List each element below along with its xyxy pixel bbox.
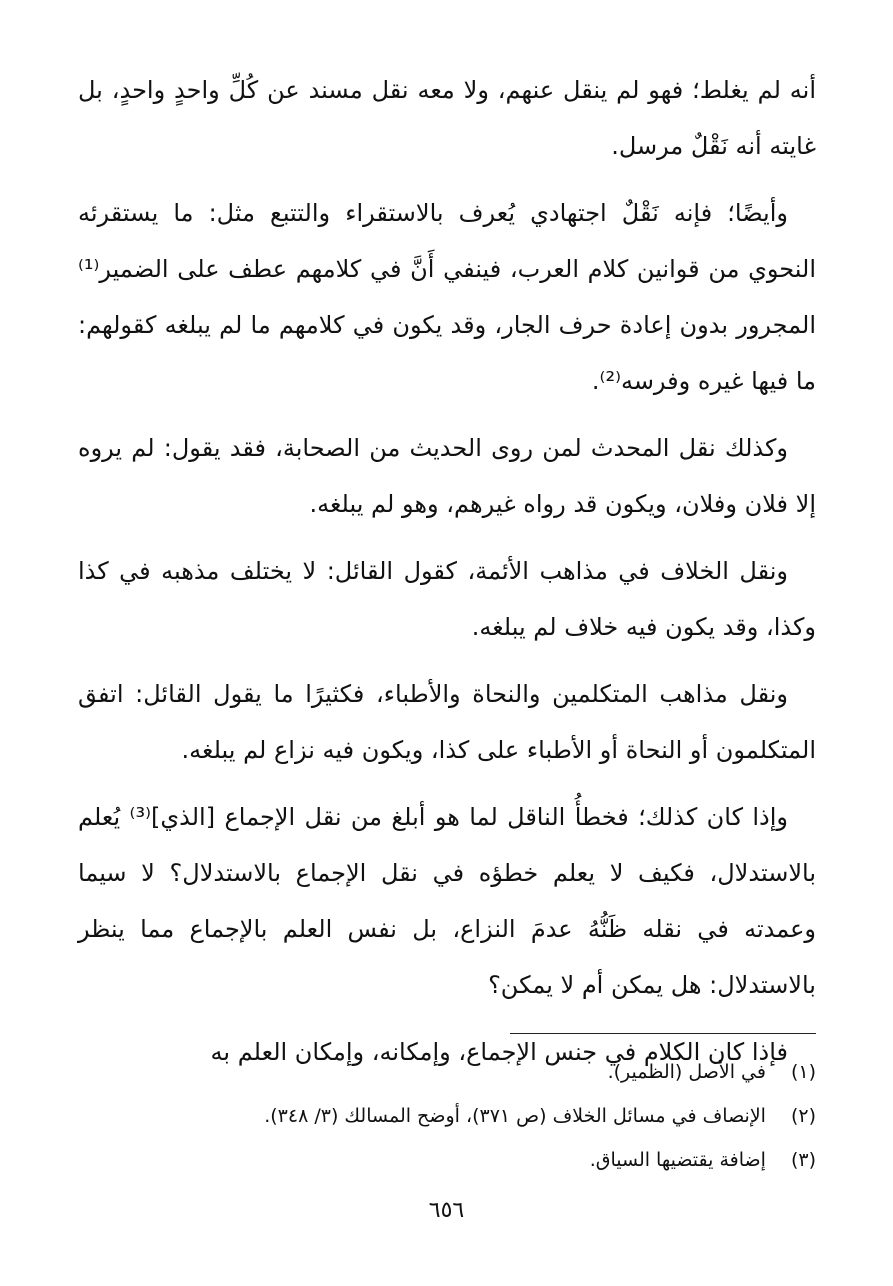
paragraph-3: وكذلك نقل المحدث لمن روى الحديث من الصحابة، فقد يقول: لم يروه إلا فلان وفلان، ويكون قد رواه غيرهم، وهو لم يبلغه. [78,434,816,518]
paragraph-7: فإذا كان الكلام في جنس الإجماع، وإمكانه، وإمكان العلم به [210,1038,788,1066]
footnote-number: (٣) [790,1149,816,1171]
footnote-separator [510,1033,816,1034]
paragraph-1: أنه لم يغلط؛ فهو لم ينقل عنهم، ولا معه نقل مسند عن كُلِّ واحدٍ واحدٍ، بل غايته أنه نَقْلٌ مرسل. [78,76,816,160]
footnotes [78,1050,816,1182]
footnote-text: في الأصل (الظمير). [607,1061,766,1083]
paragraph-5: ونقل مذاهب المتكلمين والنحاة والأطباء، فكثيرًا ما يقول القائل: اتفق المتكلمون أو النحاة أو الأطباء على كذا، ويكون فيه نزاع لم يبلغه. [78,680,816,764]
footnote-3 [78,1138,816,1182]
footnote-text: الإنصاف في مسائل الخلاف (ص ٣٧١)، أوضح المسالك (٣/ ٣٤٨). [264,1105,766,1127]
main-text [78,62,816,1091]
footnote-1 [78,1050,816,1094]
paragraph-4: ونقل الخلاف في مذاهب الأئمة، كقول القائل: لا يختلف مذهبه في كذا وكذا، وقد يكون فيه خلاف لم يبلغه. [78,557,816,641]
footnote-number: (٢) [790,1105,816,1127]
footnote-number: (١) [790,1061,816,1083]
paragraph-2: وأيضًا؛ فإنه نَقْلٌ اجتهادي يُعرف بالاستقراء والتتبع مثل: ما يستقرئه النحوي من قوانين كلام العرب، فينفي أَنَّ في كلامهم عطف على الضمير⁽¹⁾ المجرور بدون إعادة حرف الجار، وقد يكون في كلامهم ما لم يبلغه كقولهم: ما فيها غيره وفرسه⁽²⁾. [78,199,816,395]
footnote-text: إضافة يقتضيها السياق. [589,1149,766,1171]
footnote-2 [78,1094,816,1138]
paragraph-6: وإذا كان كذلك؛ فخطأُ الناقل لما هو أبلغ من نقل الإجماع [الذي]⁽³⁾ يُعلم بالاستدلال، فكيف لا يعلم خطؤه في نقل الإجماع بالاستدلال؟ لا سيما وعمدته في نقله ظَنُّهُ عدمَ النزاع، بل نفس العلم بالإجماع مما ينظر بالاستدلال: هل يمكن أم لا يمكن؟ [78,803,816,999]
page-number: ٦٥٦ [428,1198,465,1223]
